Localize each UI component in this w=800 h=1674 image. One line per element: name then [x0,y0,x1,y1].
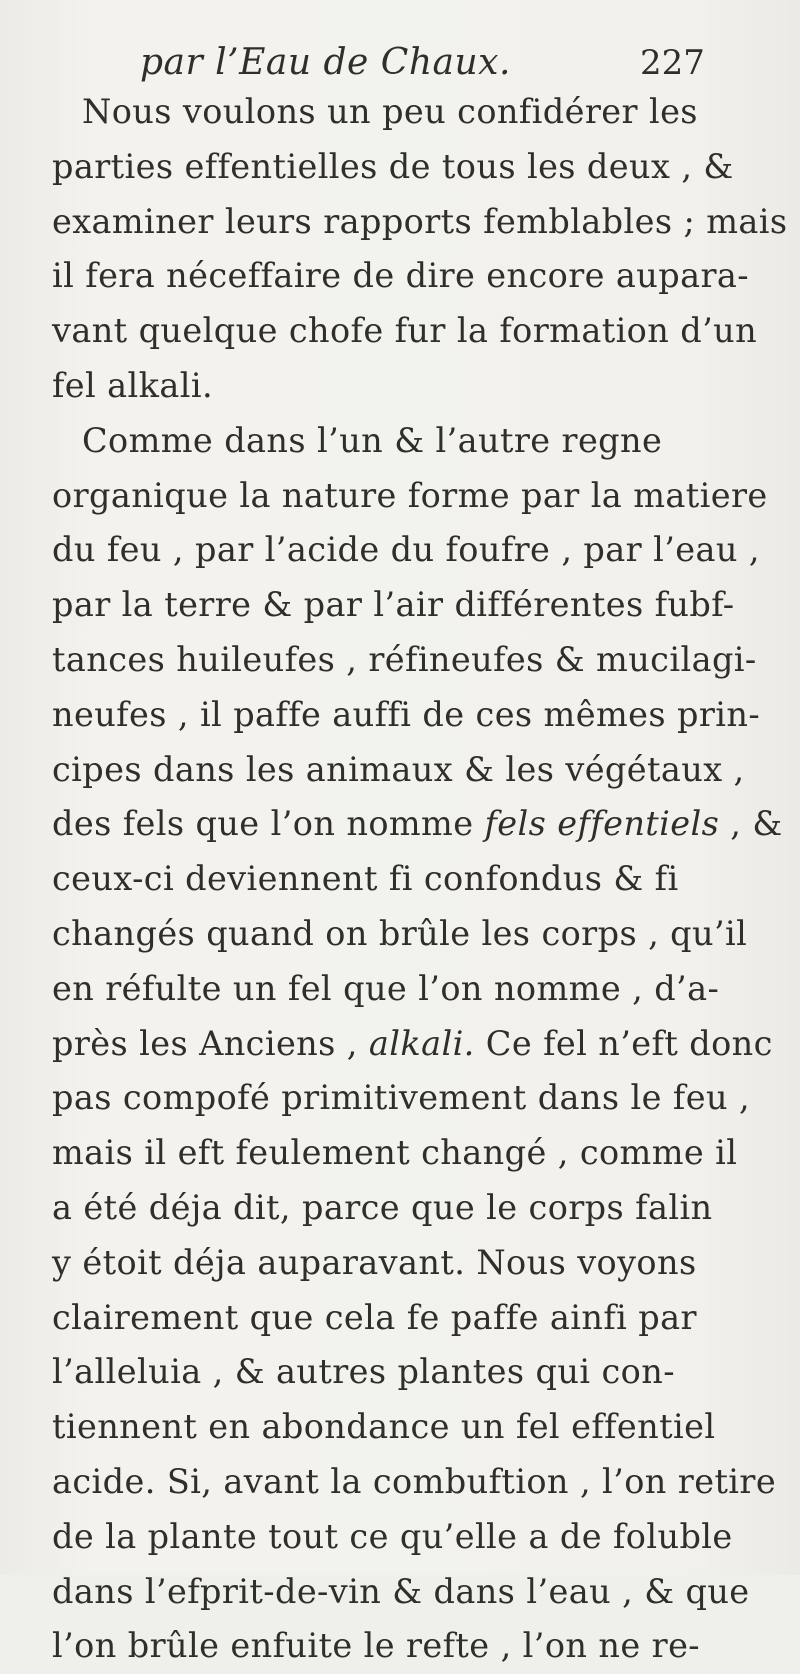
text-line: y étoit déja auparavant. Nous voyons [52,1242,697,1282]
text-line: fel alkali. [52,365,214,405]
text-line: parties effentielles de tous les deux , & [52,146,734,186]
running-title: par l’Eau de Chaux. [140,42,511,83]
text-line: près les Anciens , alkali. Ce fel n’eft donc [52,1023,773,1063]
text-line: vant quelque chofe fur la formation d’un [52,311,758,351]
text-line: a été déja dit, parce que le corps falin [52,1187,713,1227]
body-text [52,85,788,1674]
text-line: du feu , par l’acide du foufre , par l’eau , [52,530,760,570]
text-line: tances huileufes , réfineufes & mucilagi- [52,639,757,679]
text-line: l’alleluia , & autres plantes qui con- [52,1352,675,1392]
italic-term: fels effentiels [484,804,720,844]
text-line: examiner leurs rapports femblables ; mais [52,201,788,241]
page-number: 227 [640,43,705,83]
text-line: mais il eft feulement changé , comme il [52,1133,738,1173]
text-line: clairement que cela fe paffe ainfi par [52,1297,697,1337]
text-line: Comme dans l’un & l’autre regne [82,420,663,460]
text-line: dans l’efprit-de-vin & dans l’eau , & que [52,1571,750,1611]
text-line: des fels que l’on nomme fels effentiels , & [52,804,783,844]
text-line: l’on brûle enfuite le refte , l’on ne re- [52,1626,701,1666]
text-line: pas compofé primitivement dans le feu , [52,1078,751,1118]
text-line: cipes dans les animaux & les végétaux , [52,749,745,789]
text-line: changés quand on brûle les corps , qu’il [52,913,748,953]
text-line: il fera néceffaire de dire encore aupara- [52,256,749,296]
text-line: neufes , il paffe auffi de ces mêmes prin- [52,694,761,734]
italic-term: alkali. [368,1023,475,1063]
text-line: tiennent en abondance un fel effentiel [52,1407,716,1447]
text-line: de la plante tout ce qu’elle a de foluble [52,1516,733,1556]
text-line: ceux-ci deviennent fi confondus & fi [52,859,679,899]
text-line: par la terre & par l’air différentes fubf- [52,585,735,625]
page-header [0,38,800,88]
text-line: Nous voulons un peu confidérer les [82,92,698,131]
text-line: en réfulte un fel que l’on nomme , d’a- [52,968,720,1008]
text-line: organique la nature forme par la matiere [52,475,768,515]
text-line: acide. Si, avant la combuftion , l’on retire [52,1461,777,1501]
